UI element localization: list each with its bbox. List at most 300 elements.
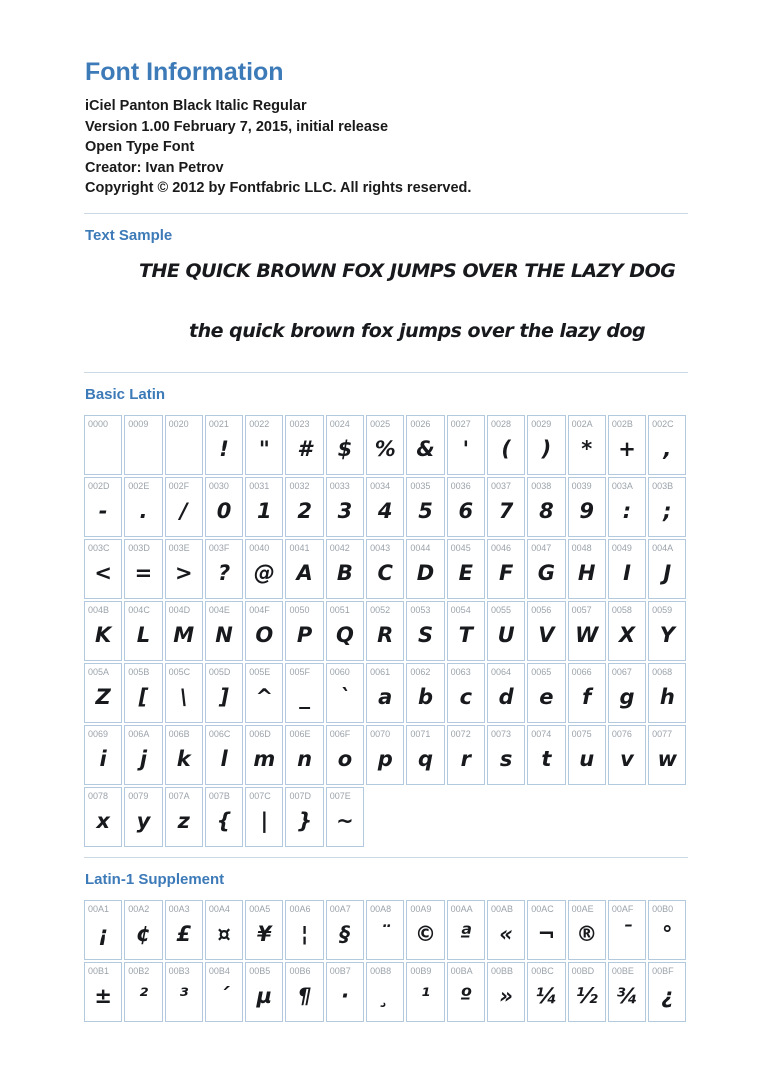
char-glyph: 9 bbox=[579, 499, 595, 523]
char-glyph: ¹ bbox=[420, 984, 431, 1008]
char-cell-0043 bbox=[366, 539, 404, 599]
char-code: 002A bbox=[571, 418, 593, 429]
char-cell-00A8 bbox=[366, 900, 404, 960]
char-code: 0074 bbox=[531, 728, 552, 739]
char-cell-0073 bbox=[487, 725, 525, 785]
char-code: 0032 bbox=[289, 480, 310, 491]
char-code: 0068 bbox=[652, 666, 673, 677]
char-glyph: t bbox=[541, 747, 552, 771]
char-cell-003C bbox=[84, 539, 122, 599]
char-glyph: § bbox=[339, 922, 351, 946]
char-glyph: k bbox=[176, 747, 191, 771]
char-glyph: + bbox=[618, 437, 636, 461]
char-glyph: & bbox=[416, 437, 435, 461]
char-cell-0024 bbox=[326, 415, 364, 475]
char-cell-0031 bbox=[245, 477, 283, 537]
char-glyph: 7 bbox=[498, 499, 514, 523]
char-glyph: ¶ bbox=[297, 984, 312, 1008]
char-code: 0067 bbox=[611, 666, 632, 677]
char-glyph: A bbox=[296, 561, 313, 585]
char-cell-00A9 bbox=[406, 900, 444, 960]
char-code: 0053 bbox=[410, 604, 431, 615]
char-glyph: c bbox=[459, 685, 473, 709]
char-code: 00AB bbox=[490, 903, 513, 914]
char-cell-0074 bbox=[527, 725, 565, 785]
char-cell-0045 bbox=[447, 539, 485, 599]
char-cell-00A4 bbox=[205, 900, 243, 960]
char-code: 005D bbox=[208, 666, 231, 677]
char-cell-0032 bbox=[285, 477, 323, 537]
char-code: 0051 bbox=[329, 604, 350, 615]
char-cell-00B6 bbox=[285, 962, 323, 1022]
char-glyph: 4 bbox=[377, 499, 393, 523]
char-code: 00A9 bbox=[410, 903, 432, 914]
char-code: 006A bbox=[128, 728, 150, 739]
char-cell-0075 bbox=[568, 725, 606, 785]
char-glyph: G bbox=[537, 561, 556, 585]
char-code: 0037 bbox=[490, 480, 511, 491]
char-cell-0000 bbox=[84, 415, 122, 475]
char-glyph: , bbox=[663, 437, 672, 461]
char-cell-003E bbox=[165, 539, 203, 599]
char-cell-00AF bbox=[608, 900, 646, 960]
char-code: 004E bbox=[208, 604, 230, 615]
char-cell-006D bbox=[245, 725, 283, 785]
char-glyph: ¸ bbox=[379, 984, 391, 1008]
char-cell-00AB bbox=[487, 900, 525, 960]
char-code: 0079 bbox=[128, 790, 149, 801]
char-glyph: ® bbox=[576, 922, 598, 946]
latin1-supplement-heading: Latin-1 Supplement bbox=[85, 870, 225, 888]
char-glyph: * bbox=[581, 437, 593, 461]
char-glyph: u bbox=[579, 747, 595, 771]
char-code: 0038 bbox=[531, 480, 552, 491]
char-cell-003A bbox=[608, 477, 646, 537]
char-cell-0067 bbox=[608, 663, 646, 723]
char-cell-006A bbox=[124, 725, 162, 785]
char-cell-0062 bbox=[406, 663, 444, 723]
char-glyph: e bbox=[539, 685, 554, 709]
font-specimen-page bbox=[84, 0, 688, 1022]
char-cell-0079 bbox=[124, 787, 162, 847]
char-glyph: ² bbox=[138, 984, 149, 1008]
char-glyph: { bbox=[216, 809, 232, 833]
char-code: 002E bbox=[128, 480, 150, 491]
char-code: 0029 bbox=[531, 418, 552, 429]
font-type-line: Open Type Font bbox=[85, 139, 195, 155]
char-glyph: ] bbox=[219, 685, 229, 709]
char-code: 0020 bbox=[168, 418, 189, 429]
char-cell-0052 bbox=[366, 601, 404, 661]
char-code: 00BC bbox=[531, 965, 554, 976]
char-glyph: h bbox=[659, 685, 675, 709]
char-code: 003A bbox=[611, 480, 633, 491]
creator-line: Creator: Ivan Petrov bbox=[85, 159, 224, 176]
char-cell-0068 bbox=[648, 663, 686, 723]
char-cell-0051 bbox=[326, 601, 364, 661]
char-glyph: ¼ bbox=[535, 984, 558, 1008]
char-code: 004C bbox=[128, 604, 150, 615]
char-code: 004B bbox=[88, 604, 110, 615]
char-cell-0009 bbox=[124, 415, 162, 475]
char-code: 0066 bbox=[571, 666, 592, 677]
char-glyph: 6 bbox=[458, 499, 474, 523]
char-code: 0022 bbox=[249, 418, 270, 429]
char-code: 002F bbox=[168, 480, 190, 491]
char-code: 006E bbox=[289, 728, 311, 739]
char-glyph: ½ bbox=[575, 984, 598, 1008]
char-glyph bbox=[125, 429, 161, 474]
char-code: 0026 bbox=[410, 418, 431, 429]
char-code: 007C bbox=[249, 790, 271, 801]
char-code: 00B7 bbox=[329, 965, 351, 976]
char-code: 003D bbox=[128, 542, 150, 553]
char-glyph: N bbox=[215, 623, 233, 647]
char-cell-00BC bbox=[527, 962, 565, 1022]
char-code: 005A bbox=[88, 666, 110, 677]
char-code: 006C bbox=[208, 728, 231, 739]
char-glyph: 0 bbox=[216, 499, 232, 523]
char-glyph: # bbox=[297, 437, 312, 461]
char-cell-0053 bbox=[406, 601, 444, 661]
char-glyph: ! bbox=[219, 437, 229, 461]
char-cell-0039 bbox=[568, 477, 606, 537]
char-code: 002D bbox=[88, 480, 110, 491]
char-code: 007B bbox=[208, 790, 230, 801]
char-cell-007C bbox=[245, 787, 283, 847]
char-code: 0065 bbox=[531, 666, 552, 677]
char-glyph: U bbox=[497, 623, 515, 647]
char-cell-00A3 bbox=[165, 900, 203, 960]
char-glyph: o bbox=[337, 747, 353, 771]
char-glyph: ¥ bbox=[257, 922, 272, 946]
char-code: 0009 bbox=[128, 418, 149, 429]
char-glyph: ` bbox=[339, 685, 351, 709]
char-cell-00BD bbox=[568, 962, 606, 1022]
char-cell-004B bbox=[84, 601, 122, 661]
char-row bbox=[84, 539, 688, 599]
char-code: 00B3 bbox=[168, 965, 190, 976]
char-code: 004D bbox=[168, 604, 191, 615]
char-cell-004E bbox=[205, 601, 243, 661]
char-code: 006D bbox=[249, 728, 271, 739]
char-code: 004F bbox=[249, 604, 270, 615]
char-cell-005F bbox=[285, 663, 323, 723]
char-glyph: ¾ bbox=[616, 984, 638, 1008]
char-cell-00B3 bbox=[165, 962, 203, 1022]
char-cell-0063 bbox=[447, 663, 485, 723]
char-cell-006F bbox=[326, 725, 364, 785]
char-cell-0033 bbox=[326, 477, 364, 537]
char-cell-0055 bbox=[487, 601, 525, 661]
char-glyph: 1 bbox=[257, 499, 272, 523]
char-glyph: l bbox=[220, 747, 228, 771]
char-glyph: ¿ bbox=[661, 984, 674, 1008]
char-code: 0024 bbox=[329, 418, 350, 429]
char-code: 0059 bbox=[652, 604, 673, 615]
char-code: 0063 bbox=[450, 666, 471, 677]
char-glyph: O bbox=[255, 623, 274, 647]
char-row bbox=[84, 601, 688, 661]
page-title: Font Information bbox=[85, 58, 284, 86]
char-code: 003F bbox=[208, 542, 230, 553]
char-cell-00B2 bbox=[124, 962, 162, 1022]
char-code: 0070 bbox=[370, 728, 391, 739]
char-code: 0071 bbox=[410, 728, 431, 739]
char-code: 0025 bbox=[370, 418, 391, 429]
char-glyph: º bbox=[459, 984, 472, 1008]
char-glyph: ¤ bbox=[217, 922, 231, 946]
char-cell-005B bbox=[124, 663, 162, 723]
char-cell-0037 bbox=[487, 477, 525, 537]
char-row bbox=[84, 663, 688, 723]
char-cell-005E bbox=[245, 663, 283, 723]
char-glyph: w bbox=[657, 747, 677, 771]
char-glyph: T bbox=[458, 623, 473, 647]
char-glyph bbox=[85, 429, 121, 474]
char-code: 0031 bbox=[249, 480, 270, 491]
char-row bbox=[84, 962, 688, 1022]
char-glyph: ª bbox=[459, 922, 472, 946]
char-code: 0034 bbox=[370, 480, 391, 491]
char-code: 00BA bbox=[450, 965, 473, 976]
char-glyph bbox=[166, 429, 202, 474]
char-cell-0028 bbox=[487, 415, 525, 475]
char-cell-004F bbox=[245, 601, 283, 661]
char-cell-0078 bbox=[84, 787, 122, 847]
char-glyph: © bbox=[415, 922, 437, 946]
char-code: 00AF bbox=[611, 903, 634, 914]
char-row bbox=[84, 725, 688, 785]
char-cell-0034 bbox=[366, 477, 404, 537]
char-code: 0027 bbox=[450, 418, 471, 429]
char-cell-0071 bbox=[406, 725, 444, 785]
char-glyph: H bbox=[577, 561, 596, 585]
char-code: 006B bbox=[168, 728, 190, 739]
char-glyph: R bbox=[377, 623, 394, 647]
char-glyph: 3 bbox=[337, 499, 353, 523]
char-code: 00A6 bbox=[289, 903, 311, 914]
char-code: 0055 bbox=[490, 604, 511, 615]
char-cell-002D bbox=[84, 477, 122, 537]
char-code: 0054 bbox=[450, 604, 471, 615]
char-cell-006B bbox=[165, 725, 203, 785]
char-glyph: > bbox=[174, 561, 193, 585]
char-glyph: g bbox=[619, 685, 635, 709]
char-code: 003B bbox=[652, 480, 674, 491]
char-glyph: < bbox=[94, 561, 112, 585]
char-cell-0076 bbox=[608, 725, 646, 785]
char-cell-00A1 bbox=[84, 900, 122, 960]
char-cell-0049 bbox=[608, 539, 646, 599]
char-glyph: ¬ bbox=[537, 922, 556, 946]
char-cell-00B5 bbox=[245, 962, 283, 1022]
char-glyph: ; bbox=[663, 499, 672, 523]
char-code: 005C bbox=[168, 666, 191, 677]
char-cell-005D bbox=[205, 663, 243, 723]
char-cell-003D bbox=[124, 539, 162, 599]
char-cell-00AA bbox=[447, 900, 485, 960]
char-code: 0049 bbox=[611, 542, 632, 553]
char-code: 0050 bbox=[289, 604, 310, 615]
char-cell-006C bbox=[205, 725, 243, 785]
char-code: 0036 bbox=[450, 480, 471, 491]
char-code: 00BE bbox=[611, 965, 634, 976]
char-glyph: y bbox=[136, 809, 151, 833]
char-cell-0025 bbox=[366, 415, 404, 475]
char-row bbox=[84, 415, 688, 475]
char-code: 0069 bbox=[88, 728, 109, 739]
section-divider bbox=[84, 213, 688, 214]
section-divider bbox=[84, 857, 688, 858]
char-glyph: | bbox=[260, 809, 269, 833]
char-cell-00BB bbox=[487, 962, 525, 1022]
char-glyph: [ bbox=[138, 685, 149, 709]
char-glyph: S bbox=[417, 623, 434, 647]
char-cell-0061 bbox=[366, 663, 404, 723]
char-cell-00A6 bbox=[285, 900, 323, 960]
char-cell-0070 bbox=[366, 725, 404, 785]
sample-uppercase: THE QUICK BROWN FOX JUMPS OVER THE LAZY DOG bbox=[139, 259, 676, 282]
char-cell-0065 bbox=[527, 663, 565, 723]
char-code: 0057 bbox=[571, 604, 592, 615]
char-code: 0047 bbox=[531, 542, 552, 553]
char-code: 0039 bbox=[571, 480, 592, 491]
char-row bbox=[84, 787, 688, 847]
char-glyph: ¢ bbox=[136, 922, 151, 946]
char-glyph: a bbox=[378, 685, 393, 709]
char-code: 00A7 bbox=[329, 903, 351, 914]
char-code: 00A5 bbox=[249, 903, 271, 914]
char-glyph: Z bbox=[95, 685, 111, 709]
char-glyph: p bbox=[377, 747, 393, 771]
char-glyph: ¡ bbox=[98, 922, 108, 946]
char-code: 0044 bbox=[410, 542, 431, 553]
char-glyph: m bbox=[253, 747, 276, 771]
char-code: 0033 bbox=[329, 480, 350, 491]
char-cell-0050 bbox=[285, 601, 323, 661]
char-cell-007E bbox=[326, 787, 364, 847]
char-code: 002B bbox=[611, 418, 633, 429]
char-glyph: M bbox=[173, 623, 195, 647]
char-glyph: ¯ bbox=[621, 922, 633, 946]
char-glyph: ^ bbox=[255, 685, 274, 709]
char-code: 005B bbox=[128, 666, 150, 677]
char-code: 0030 bbox=[208, 480, 229, 491]
char-code: 0040 bbox=[249, 542, 270, 553]
char-code: 00AE bbox=[571, 903, 594, 914]
char-code: 0048 bbox=[571, 542, 592, 553]
char-code: 007D bbox=[289, 790, 311, 801]
char-glyph: / bbox=[179, 499, 188, 523]
char-glyph: 5 bbox=[418, 499, 433, 523]
char-glyph: £ bbox=[176, 922, 192, 946]
char-cell-0026 bbox=[406, 415, 444, 475]
char-glyph: « bbox=[499, 922, 513, 946]
char-glyph: _ bbox=[299, 685, 310, 709]
char-cell-00AE bbox=[568, 900, 606, 960]
char-glyph: % bbox=[374, 437, 396, 461]
char-cell-00A5 bbox=[245, 900, 283, 960]
char-glyph: ¨ bbox=[379, 922, 391, 946]
char-cell-004D bbox=[165, 601, 203, 661]
char-cell-00BA bbox=[447, 962, 485, 1022]
char-cell-0021 bbox=[205, 415, 243, 475]
char-cell-00B9 bbox=[406, 962, 444, 1022]
char-code: 0035 bbox=[410, 480, 431, 491]
char-glyph: ´ bbox=[218, 984, 230, 1008]
char-glyph: r bbox=[460, 747, 471, 771]
char-cell-0066 bbox=[568, 663, 606, 723]
char-code: 0043 bbox=[370, 542, 391, 553]
char-cell-0022 bbox=[245, 415, 283, 475]
char-glyph: · bbox=[340, 984, 349, 1008]
char-code: 0062 bbox=[410, 666, 431, 677]
char-cell-0057 bbox=[568, 601, 606, 661]
char-code: 0073 bbox=[490, 728, 511, 739]
char-cell-0038 bbox=[527, 477, 565, 537]
char-glyph: i bbox=[99, 747, 107, 771]
char-code: 0058 bbox=[611, 604, 632, 615]
char-glyph: $ bbox=[337, 437, 353, 461]
char-cell-0020 bbox=[165, 415, 203, 475]
char-code: 00A2 bbox=[128, 903, 150, 914]
char-glyph: } bbox=[297, 809, 313, 833]
char-cell-0046 bbox=[487, 539, 525, 599]
char-glyph: L bbox=[136, 623, 151, 647]
char-code: 00BB bbox=[490, 965, 513, 976]
char-row bbox=[84, 900, 688, 960]
char-glyph: P bbox=[296, 623, 313, 647]
char-code: 00A4 bbox=[208, 903, 230, 914]
char-code: 00B2 bbox=[128, 965, 150, 976]
char-row bbox=[84, 477, 688, 537]
char-glyph: ± bbox=[94, 984, 112, 1008]
char-code: 0075 bbox=[571, 728, 592, 739]
char-glyph: ) bbox=[541, 437, 552, 461]
char-code: 00B8 bbox=[370, 965, 392, 976]
char-cell-005A bbox=[84, 663, 122, 723]
char-code: 003C bbox=[88, 542, 110, 553]
char-code: 00B6 bbox=[289, 965, 311, 976]
char-code: 0041 bbox=[289, 542, 310, 553]
char-cell-004C bbox=[124, 601, 162, 661]
section-divider bbox=[84, 372, 688, 373]
char-glyph: \ bbox=[179, 685, 188, 709]
char-code: 0028 bbox=[490, 418, 511, 429]
char-cell-003B bbox=[648, 477, 686, 537]
char-code: 0052 bbox=[370, 604, 391, 615]
char-cell-00A2 bbox=[124, 900, 162, 960]
char-code: 0042 bbox=[329, 542, 350, 553]
char-code: 006F bbox=[329, 728, 351, 739]
char-glyph: Y bbox=[659, 623, 675, 647]
char-glyph: Q bbox=[336, 623, 354, 647]
char-cell-0041 bbox=[285, 539, 323, 599]
char-cell-0027 bbox=[447, 415, 485, 475]
char-glyph: : bbox=[622, 499, 632, 523]
char-glyph: ³ bbox=[179, 984, 189, 1008]
char-glyph: W bbox=[575, 623, 599, 647]
char-glyph: f bbox=[582, 685, 592, 709]
char-cell-0029 bbox=[527, 415, 565, 475]
char-code: 00AA bbox=[450, 903, 473, 914]
char-code: 00BD bbox=[571, 965, 595, 976]
char-code: 003E bbox=[168, 542, 190, 553]
char-cell-0035 bbox=[406, 477, 444, 537]
char-glyph: @ bbox=[253, 561, 275, 585]
char-glyph: X bbox=[618, 623, 636, 647]
